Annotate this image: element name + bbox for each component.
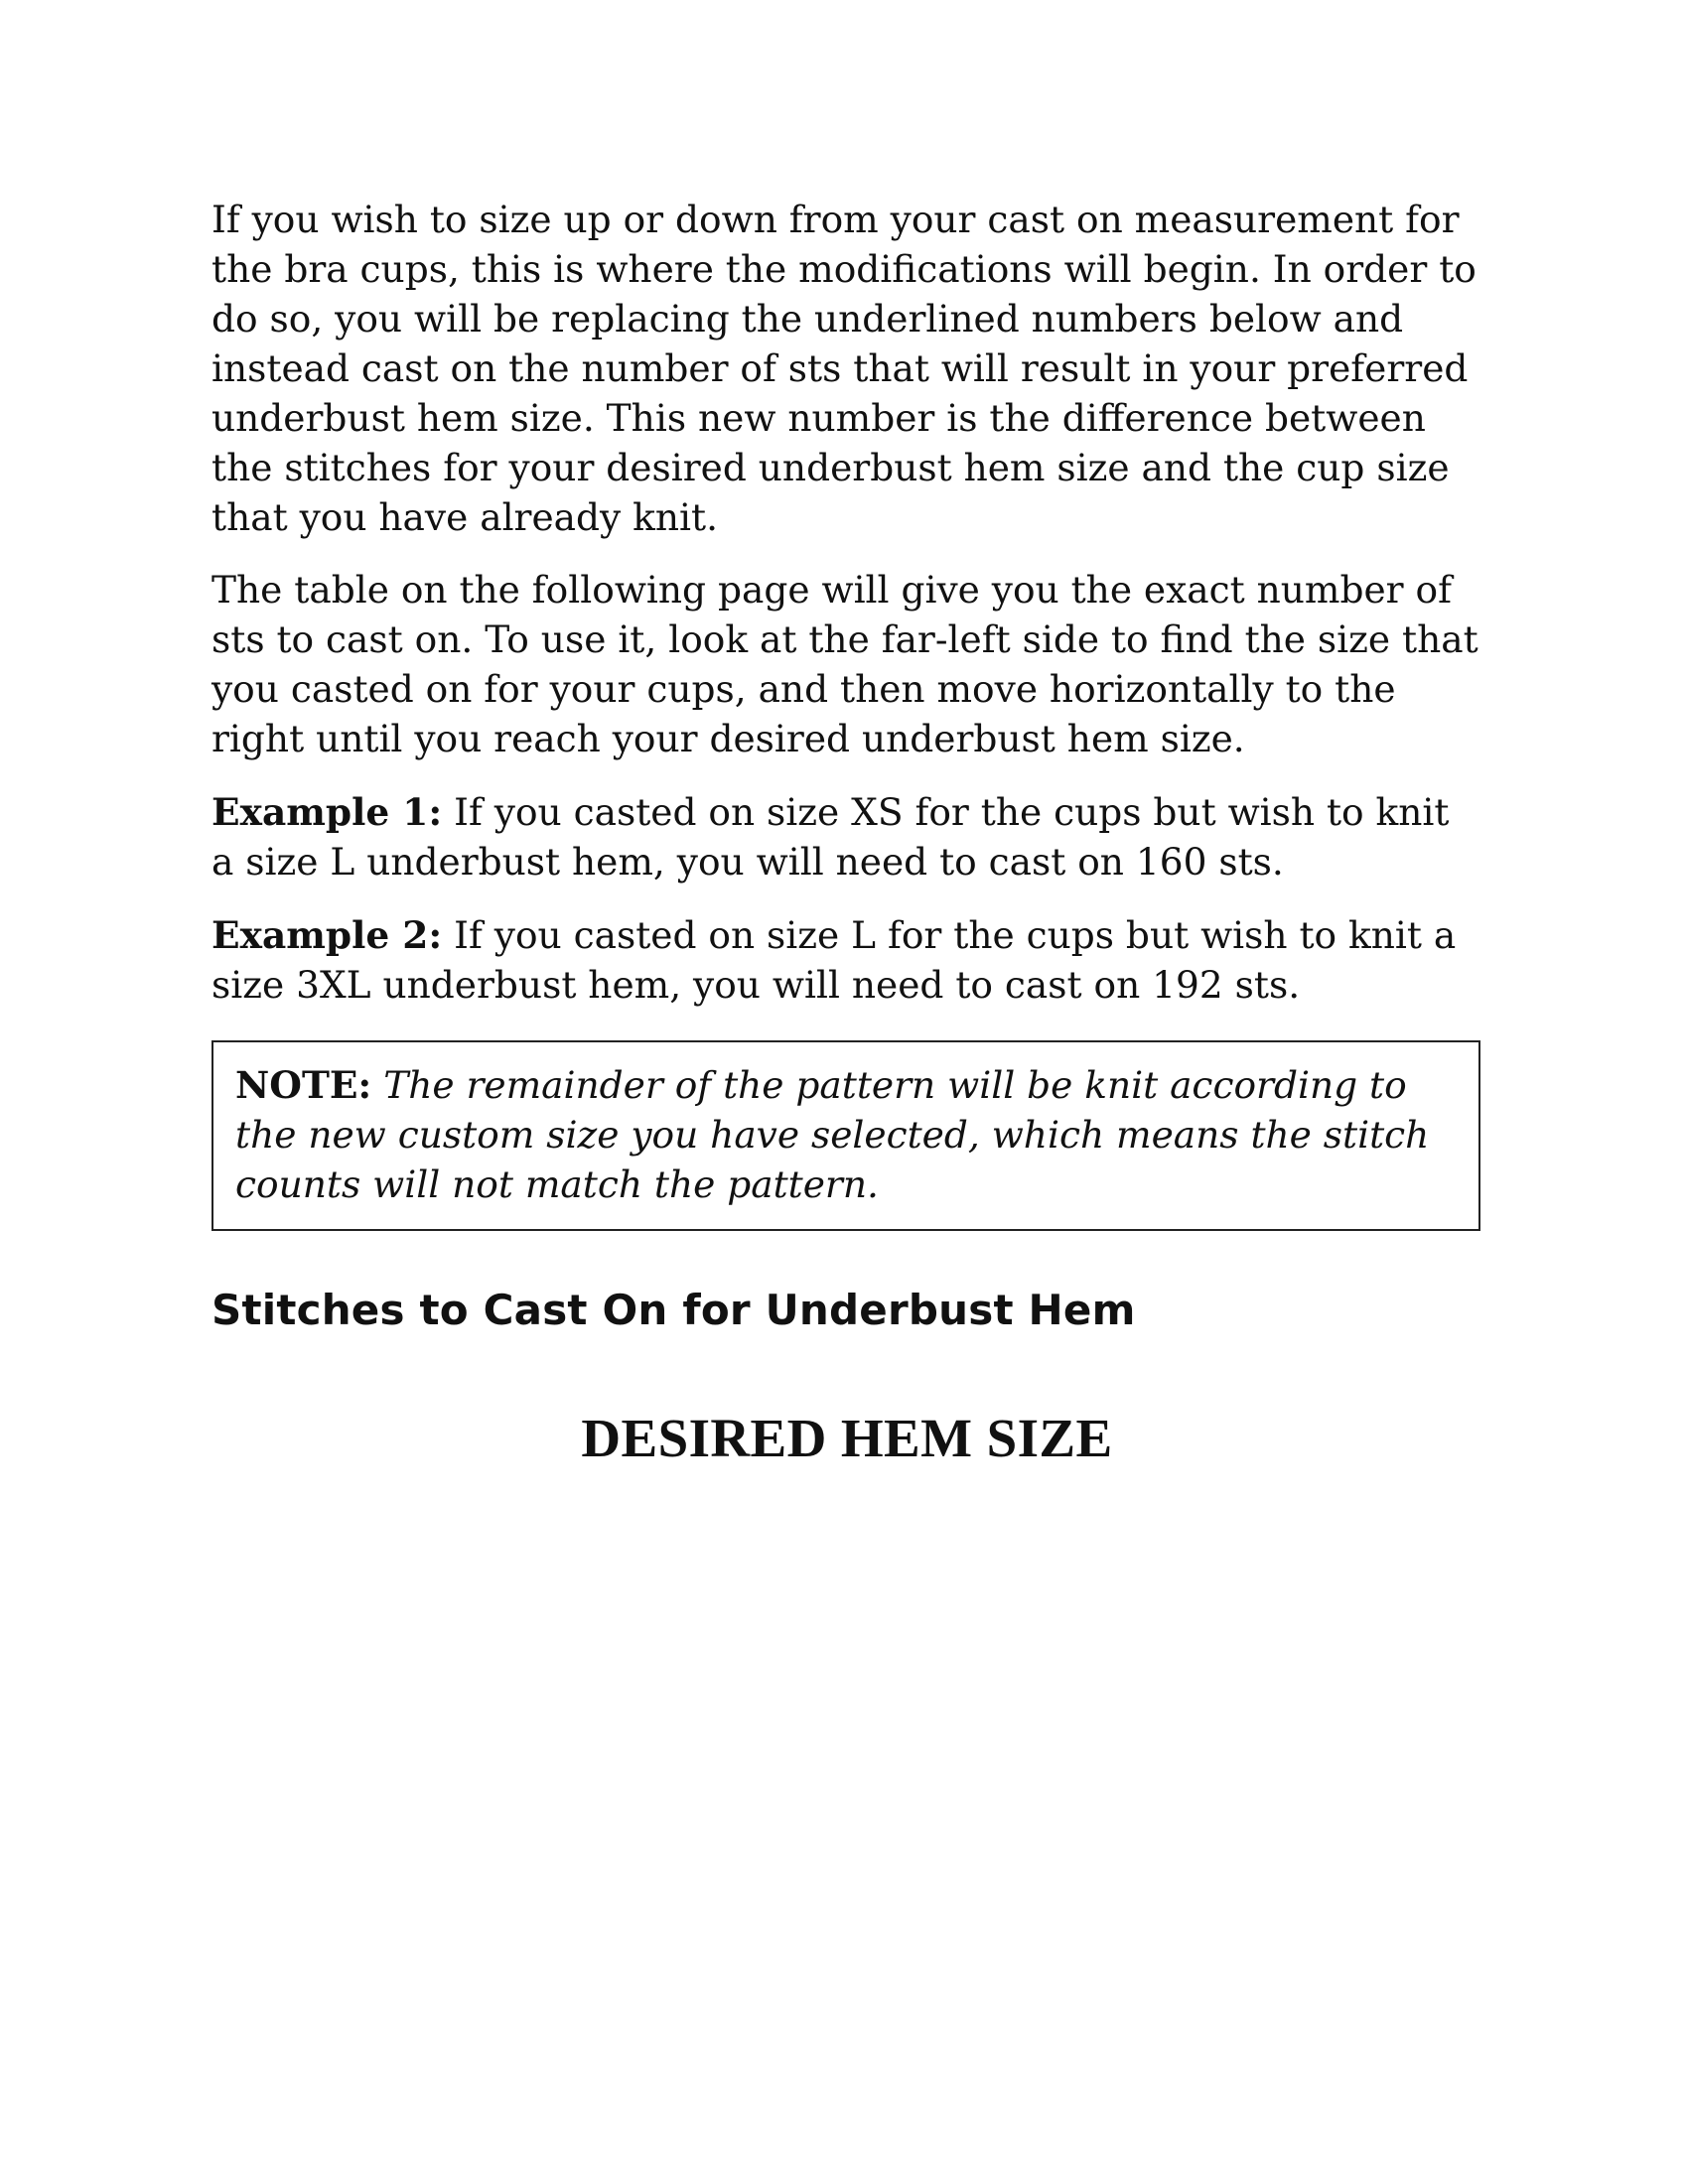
- example-two: [211, 910, 1482, 1010]
- note-label: NOTE:: [235, 1063, 372, 1107]
- example-two-label: Example 2:: [211, 913, 443, 957]
- table-heading: DESIRED HEM SIZE: [581, 1408, 1113, 1468]
- example-two-text: If you casted on size L for the cups but wish to knit a size 3XL underbust hem, you will need to cast on 192 sts.: [211, 913, 1457, 1007]
- example-one-label: Example 1:: [211, 790, 443, 834]
- table-instructions-paragraph: The table on the following page will give you the exact number of sts to cast on. To use it, look at the far-left side to find the size that you casted on for your cups, and then move horizontally to the right until you reach your desired underbust hem size.: [211, 568, 1478, 760]
- page-content: [211, 195, 1482, 1473]
- note-text: The remainder of the pattern will be knit according to the new custom size you have selected, which means the stitch counts will not match the pattern.: [235, 1063, 1430, 1206]
- example-one: [211, 787, 1482, 887]
- intro-paragraph: If you wish to size up or down from your cast on measurement for the bra cups, this is where the modifications will begin. In order to do so, you will be replacing the underlined numbers below and instead cast on the number of sts that will result in your preferred underbust hem size. This new number is the difference between the stitches for your desired underbust hem size and the cup size that you have already knit.: [211, 198, 1477, 539]
- example-one-text: If you casted on size XS for the cups but wish to knit a size L underbust hem, you will need to cast on 160 sts.: [211, 790, 1450, 884]
- note-box: [211, 1040, 1480, 1231]
- section-heading: Stitches to Cast On for Underbust Hem: [211, 1286, 1136, 1334]
